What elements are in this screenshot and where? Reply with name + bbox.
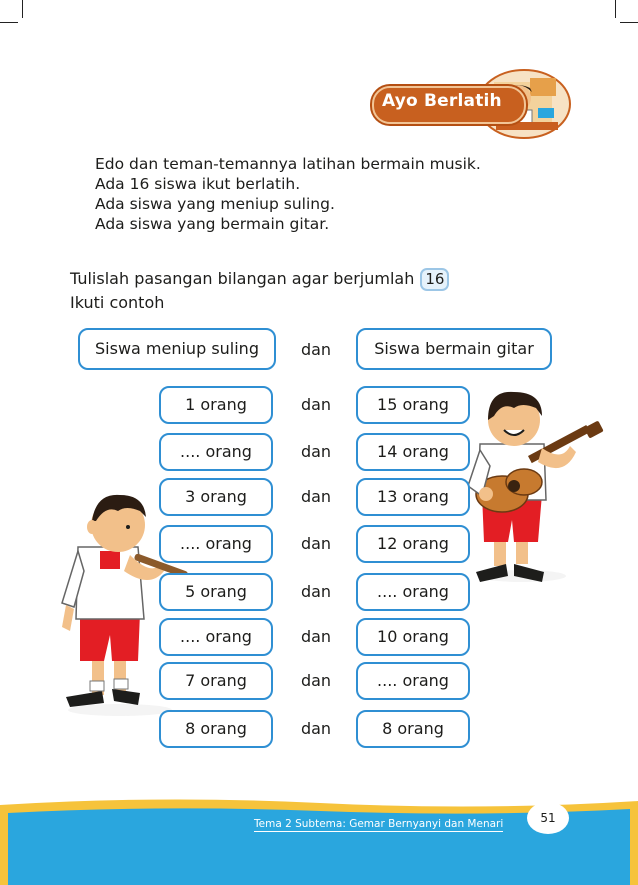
story-line: Ada siswa yang meniup suling.	[95, 195, 335, 213]
instruction-line: Ikuti contoh	[70, 293, 165, 312]
suling-count-cell: 1 orang	[159, 386, 273, 424]
page-number: 51	[527, 802, 569, 834]
crop-mark	[22, 0, 23, 18]
dan-label: dan	[300, 719, 332, 738]
header-mid: dan	[300, 340, 332, 359]
suling-count-cell[interactable]: .... orang	[159, 525, 273, 563]
badge-title: Ayo Berlatih	[382, 91, 502, 111]
dan-label: dan	[300, 442, 332, 461]
suling-count-cell: 8 orang	[159, 710, 273, 748]
gitar-count-cell: 13 orang	[356, 478, 470, 516]
dan-label: dan	[300, 671, 332, 690]
header-right: Siswa bermain gitar	[356, 328, 552, 370]
dan-label: dan	[300, 487, 332, 506]
suling-count-cell: 3 orang	[159, 478, 273, 516]
guitar-boy-illustration	[452, 386, 608, 586]
gitar-count-cell: 12 orang	[356, 525, 470, 563]
gitar-count-cell: 15 orang	[356, 386, 470, 424]
crop-mark	[615, 0, 616, 18]
gitar-count-cell: 14 orang	[356, 433, 470, 471]
crop-mark	[0, 22, 18, 23]
dan-label: dan	[300, 582, 332, 601]
dan-label: dan	[300, 627, 332, 646]
dan-label: dan	[300, 534, 332, 553]
instruction	[70, 267, 449, 314]
suling-count-cell: 5 orang	[159, 573, 273, 611]
story-line: Edo dan teman-temannya latihan bermain musik.	[95, 155, 481, 173]
story-text	[95, 154, 481, 234]
gitar-count-cell[interactable]: .... orang	[356, 662, 470, 700]
suling-count-cell[interactable]: .... orang	[159, 618, 273, 656]
story-line: Ada 16 siswa ikut berlatih.	[95, 175, 301, 193]
header-left: Siswa meniup suling	[78, 328, 276, 370]
suling-count-cell[interactable]: .... orang	[159, 433, 273, 471]
section-badge	[368, 68, 574, 140]
target-number: 16	[420, 268, 449, 291]
suling-count-cell: 7 orang	[159, 662, 273, 700]
gitar-count-cell: 10 orang	[356, 618, 470, 656]
story-line: Ada siswa yang bermain gitar.	[95, 215, 330, 233]
instruction-line: Tulislah pasangan bilangan agar berjumlah	[70, 269, 415, 288]
gitar-count-cell[interactable]: .... orang	[356, 573, 470, 611]
dan-label: dan	[300, 395, 332, 414]
gitar-count-cell: 8 orang	[356, 710, 470, 748]
footer-text: Tema 2 Subtema: Gemar Bernyanyi dan Menari	[254, 818, 504, 830]
crop-mark	[620, 22, 638, 23]
